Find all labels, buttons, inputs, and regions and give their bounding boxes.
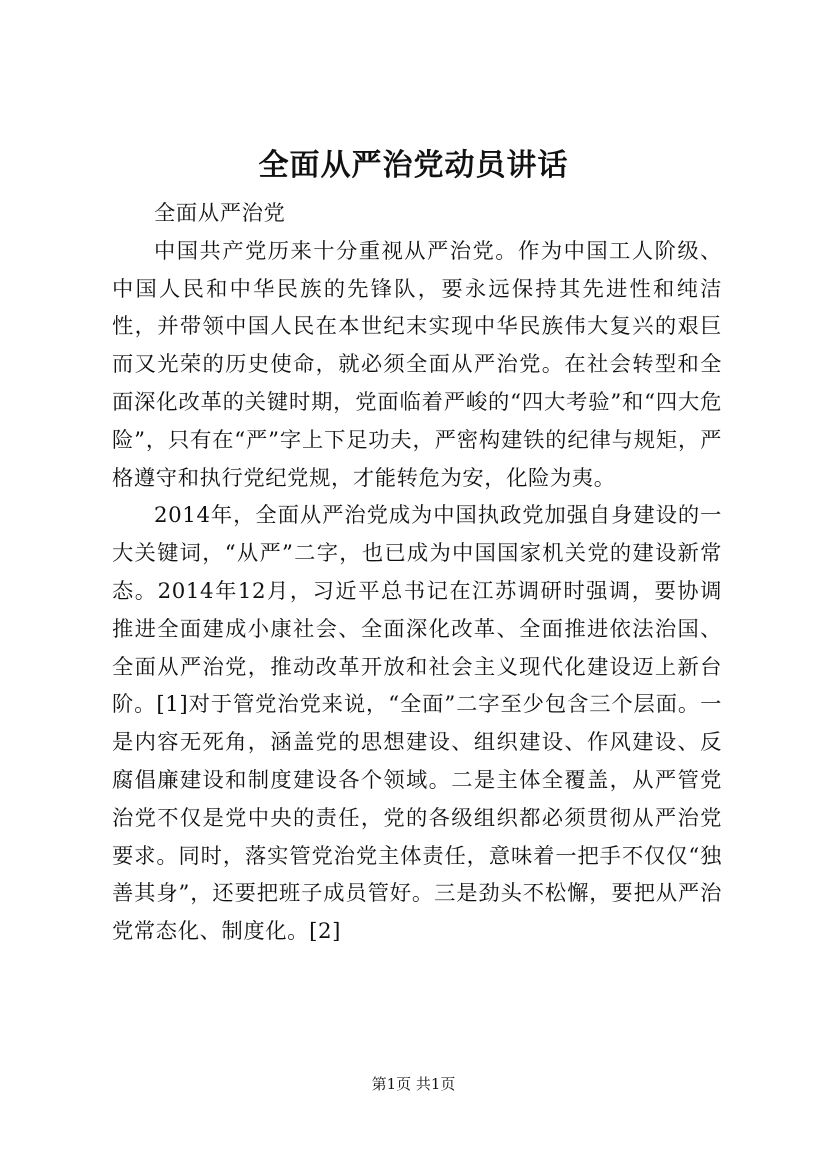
paragraph-2: 2014年，全面从严治党成为中国执政党加强自身建设的一大关键词，“从严”二字，也已成为中国国家机关党的建设新常态。2014年12月，习近平总书记在江苏调研时强调，要协调推进全面建成小康社会、全面深化改革、全面推进依法治国、全面从严治党，推动改革开放和社会主义现代化建设迈上新台阶。[1]对于管党治党来说，“全面”二字至少包含三个层面。一是内容无死角，涵盖党的思想建设、组织建设、作风建设、反腐倡廉建设和制度建设各个领域。二是主体全覆盖，从严管党治党不仅是党中央的责任，党的各级组织都必须贯彻从严治党要求。同时，落实管党治党主体责任，意味着一把手不仅仅“独善其身”，还要把班子成员管好。三是劲头不松懈，要把从严治党常态化、制度化。[2]	[112, 503, 722, 945]
document-title: 全面从严治党动员讲话	[258, 148, 569, 183]
page-footer: 第1页 共1页	[371, 1075, 456, 1093]
section-heading: 全面从严治党	[154, 201, 286, 226]
paragraph-1: 中国共产党历来十分重视从严治党。作为中国工人阶级、中国人民和中华民族的先锋队，要永远保持其先进性和纯洁性，并带领中国人民在本世纪末实现中华民族伟大复兴的艰巨而又光荣的历史使命，就必须全面从严治党。在社会转型和全面深化改革的关键时期，党面临着严峻的“四大考验”和“四大危险”，只有在“严”字上下足功夫，严密构建铁的纪律与规矩，严格遵守和执行党纪党规，才能转危为安，化险为夷。	[112, 238, 722, 491]
document-body	[112, 195, 722, 951]
